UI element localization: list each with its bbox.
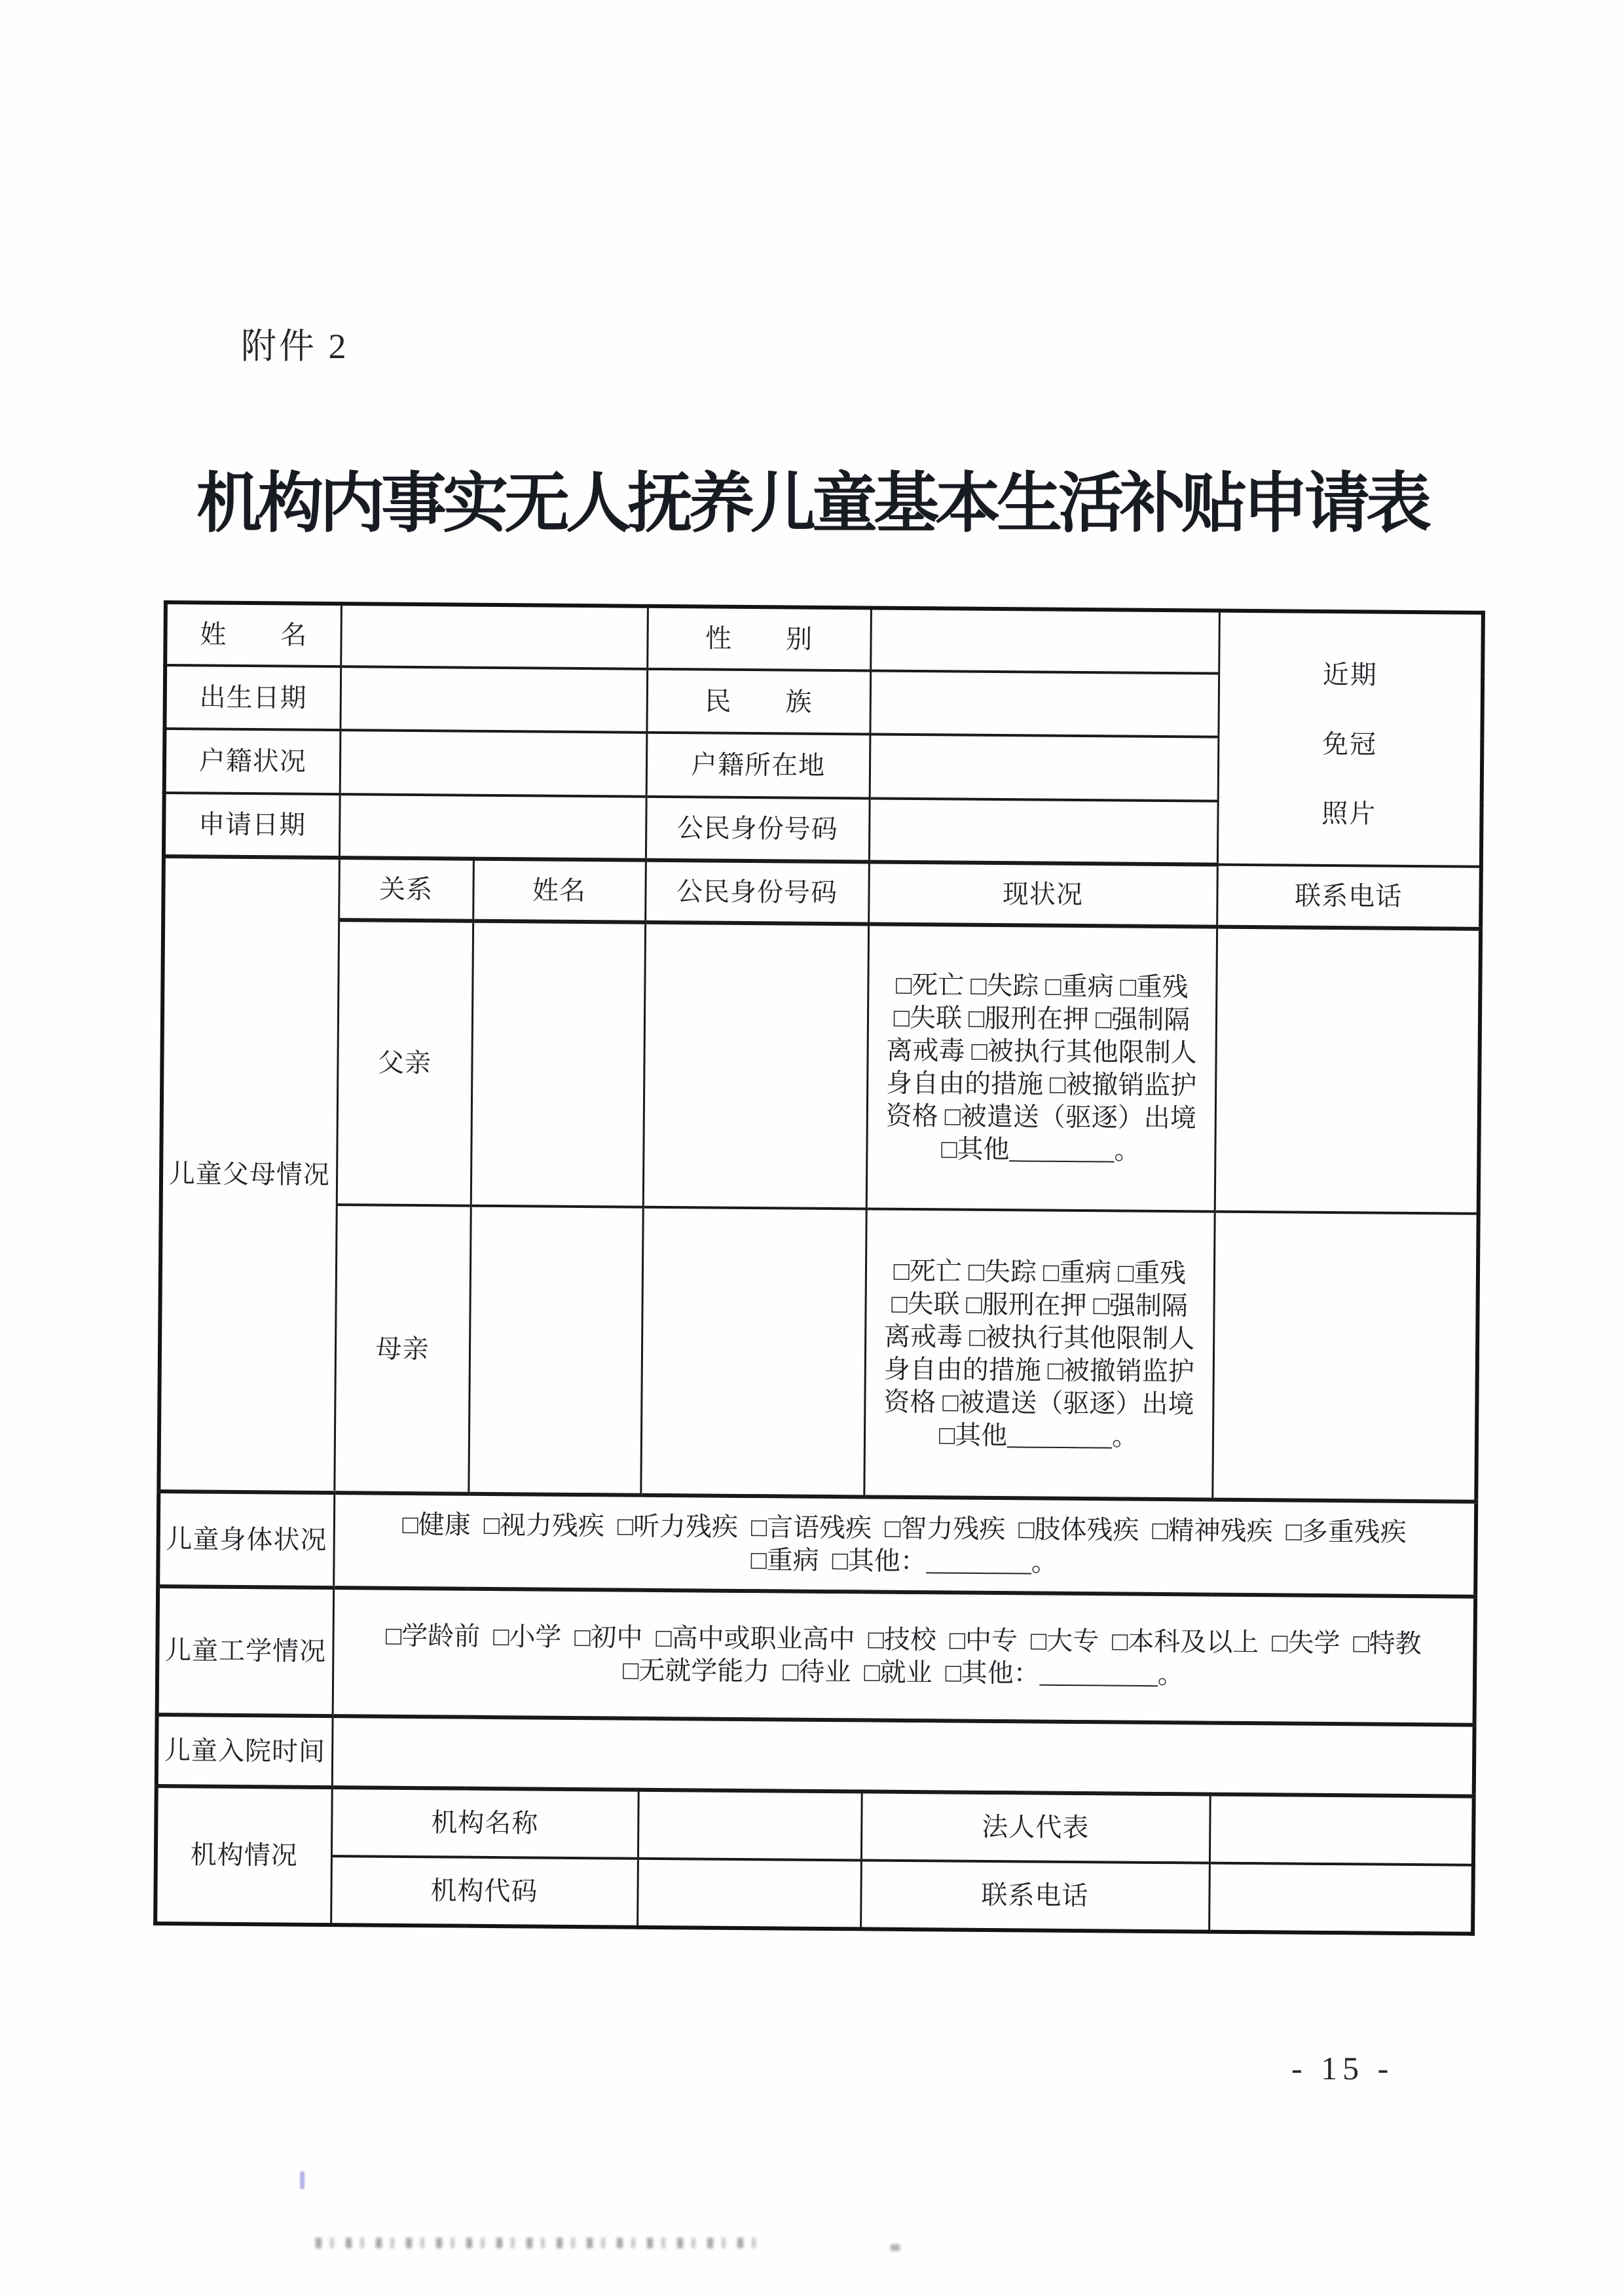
parents-section-label: 儿童父母情况 [158,856,339,1493]
parents-header-id-number: 公民身份号码 [645,860,869,924]
institution-name-label: 机构名称 [331,1787,638,1859]
birthdate-value-cell [340,666,647,733]
application-form-table [153,600,1485,1936]
parents-header-phone: 联系电话 [1217,865,1481,929]
legal-rep-label: 法人代表 [861,1791,1210,1863]
application-form [153,600,1485,1936]
photo-box-line-3: 照片 [1321,798,1377,829]
health-section-label: 儿童身体状况 [158,1491,334,1588]
parents-header-status: 现状况 [868,862,1217,926]
health-row [158,1491,1476,1597]
mother-status-options: □死亡 □失踪 □重病 □重残 □失联 □服刑在押 □强制隔 离戒毒 □被执行其他限制人 身自由的措施 □被撤销监护 资格 □被遣送（驱逐）出境 □其他________。 [864,1209,1214,1499]
legal-rep-value-cell [1209,1795,1474,1865]
admission-label: 儿童入院时间 [157,1715,333,1787]
photo-box-line-1: 近期 [1322,659,1378,690]
page-number: - 15 - [1291,2050,1394,2086]
father-name-cell [471,921,645,1207]
father-id-cell [643,922,868,1209]
mother-id-cell [640,1207,866,1497]
photo-box [1217,611,1483,867]
schooling-options: □学龄前 □小学 □初中 □高中或职业高中 □技校 □中专 □大专 □本科及以上 □失学 □特教 □无就学能力 □待业 □就业 □其他：_________。 [333,1588,1475,1725]
mother-relation-label: 母亲 [334,1205,470,1494]
mother-name-cell [468,1206,642,1495]
parents-header-name: 姓名 [473,859,646,922]
name-value-cell [341,604,648,669]
ethnicity-value-cell [870,670,1219,737]
name-label: 姓 名 [165,602,341,666]
scan-artifact-tick [300,2171,304,2189]
parents-header-row [163,856,1481,929]
gender-value-cell [870,608,1219,673]
mother-phone-cell [1212,1212,1478,1502]
attachment-label: 附件 2 [241,327,349,366]
institution-phone-value-cell [1209,1863,1473,1934]
form-title: 机构内事实无人抚养儿童基本生活补贴申请表 [196,467,1428,540]
ethnicity-label: 民 族 [646,669,870,735]
gender-label: 性 别 [647,606,871,671]
scan-artifact-smudge-row [316,2238,761,2248]
apply-date-value-cell [339,794,646,860]
household-location-label: 户籍所在地 [646,733,870,799]
father-phone-cell [1215,927,1481,1214]
institution-name-value-cell [638,1790,862,1861]
household-status-label: 户籍状况 [164,729,341,794]
parents-header-relation: 关系 [339,858,473,921]
father-row [161,919,1481,1214]
father-status-options: □死亡 □失踪 □重病 □重残 □失联 □服刑在押 □强制隔 离戒毒 □被执行其他限制人 身自由的措施 □被撤销监护 资格 □被遣送（驱逐）出境 □其他________。 [866,924,1217,1211]
scan-artifact-dot [891,2244,900,2251]
household-status-value-cell [340,730,647,797]
apply-date-label: 申请日期 [164,793,340,858]
birthdate-label: 出生日期 [164,665,341,730]
admission-value-cell [332,1716,1475,1796]
health-options: □健康 □视力残疾 □听力残疾 □言语残疾 □智力残疾 □肢体残疾 □精神残疾 □多重残疾 □重病 □其他：________。 [333,1493,1476,1597]
institution-code-label: 机构代码 [331,1856,638,1927]
institution-code-value-cell [637,1859,861,1929]
household-location-value-cell [870,734,1219,801]
citizen-id-label: 公民身份号码 [646,797,870,862]
schooling-section-label: 儿童工学情况 [157,1586,334,1716]
schooling-row [157,1586,1475,1725]
basic-row-name-gender [165,602,1483,676]
institution-row-1 [156,1786,1474,1865]
mother-row [158,1203,1478,1502]
admission-row [157,1715,1475,1796]
photo-box-text [1219,647,1481,831]
father-relation-label: 父亲 [337,920,473,1206]
institution-phone-label: 联系电话 [860,1860,1209,1931]
photo-box-line-2: 免冠 [1321,729,1378,759]
institution-row-2 [155,1855,1473,1934]
institution-section-label: 机构情况 [155,1786,332,1925]
citizen-id-value-cell [869,798,1218,864]
